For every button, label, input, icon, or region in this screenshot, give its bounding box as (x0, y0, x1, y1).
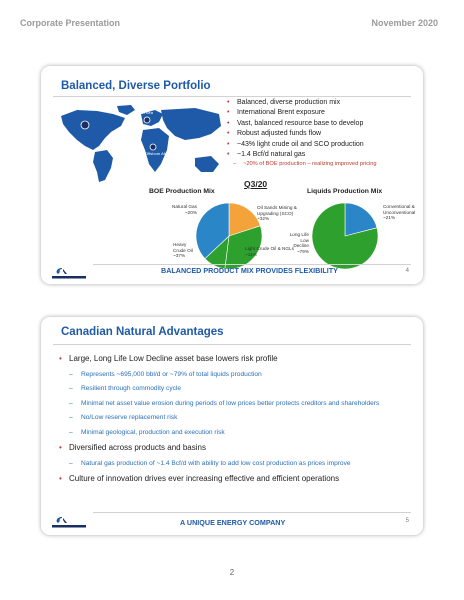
slide-footer-message: A UNIQUE ENERGY COMPANY (180, 518, 286, 527)
bullet-text: ~1.4 Bcf/d natural gas (237, 151, 306, 159)
bullet-text: International Brent exposure (237, 109, 325, 117)
footer-divider (93, 512, 411, 513)
bullet-text: ~43% light crude oil and SCO production (237, 140, 364, 148)
pie-label-oil-sands: Oil Sands Mining & Upgrading (SCO) ~32% (257, 205, 297, 222)
advantages-bullet-list (59, 353, 409, 490)
bullet-item: • Culture of innovation drives ever increasing effective and efficient operations (59, 474, 340, 484)
sub-bullet-text: ~20% of BOE production – realizing improved pricing (243, 161, 377, 168)
bullet-item: • ~43% light crude oil and SCO production (227, 140, 364, 148)
sub-bullet-item: – No/Low reserve replacement risk (69, 414, 178, 422)
sub-bullet-item: – Resilient through commodity cycle (69, 385, 182, 393)
portfolio-bullet-list (227, 98, 417, 169)
pie-label-heavy-crude: Heavy Crude Oil ~37% (173, 242, 193, 259)
sub-bullet-item: – Minimal geological, production and execution risk (69, 428, 225, 436)
map-asia (161, 108, 221, 140)
map-africa (141, 128, 169, 172)
slide-title: Canadian Natural Advantages (61, 326, 224, 338)
bullet-item: • Diversified across products and basins (59, 443, 206, 453)
bullet-text: Large, Long Life Low Decline asset base lowers risk profile (69, 354, 278, 363)
sub-bullet-item: – ~20% of BOE production – realizing improved pricing (233, 161, 377, 168)
slide-page-number: 5 (405, 518, 409, 524)
bullet-item: • Vast, balanced resource base to develop (227, 119, 364, 127)
liquids-chart-title: Liquids Production Mix (307, 188, 383, 195)
slide-title: Balanced, Diverse Portfolio (61, 80, 211, 92)
period-label: Q3/20 (244, 179, 268, 189)
pie-label-long-life: Long Life Low Decline ~79% (289, 232, 309, 254)
bullet-text: Diversified across products and basins (69, 443, 206, 453)
sub-bullet-text: Resilient through commodity cycle (81, 385, 182, 393)
document-page-number: 2 (229, 568, 235, 577)
boe-production-pie (193, 200, 265, 272)
bullet-item: • Balanced, diverse production mix (227, 99, 341, 106)
map-label-offshore-africa: Offshore Africa (145, 151, 172, 156)
boe-chart-title: BOE Production Mix (149, 188, 215, 195)
sub-bullet-item: – Natural gas production of ~1.4 Bcf/d with ability to add low cost production as prices improve (69, 460, 351, 468)
sub-bullet-text: Represents ~695,000 bbl/d or ~79% of total liquids production (81, 371, 262, 378)
bullet-text: Vast, balanced resource base to develop (237, 119, 364, 127)
map-north-america (61, 110, 125, 150)
marker-offshore-africa (150, 144, 156, 150)
slide-balanced-portfolio (41, 66, 423, 284)
world-map (55, 102, 225, 186)
sub-bullet-text: Natural gas production of ~1.4 Bcf/d with ability to add low cost production as prices improve (81, 460, 351, 468)
slide-footer-message: BALANCED PRODUCT MIX PROVIDES FLEXIBILITY (161, 266, 338, 275)
bullet-item: • International Brent exposure (227, 109, 325, 117)
bullet-item: • Large, Long Life Low Decline asset base lowers risk profile (59, 354, 278, 363)
bullet-text: Balanced, diverse production mix (237, 99, 341, 106)
pie-label-natural-gas: Natural Gas ~20% (171, 204, 197, 215)
sub-bullet-text: Minimal geological, production and execution risk (81, 428, 225, 436)
title-divider (53, 96, 411, 97)
marker-north-sea (144, 117, 150, 123)
canadian-natural-logo (51, 515, 87, 529)
canadian-natural-logo (51, 266, 87, 280)
title-divider (53, 344, 411, 345)
bullet-text: Culture of innovation drives ever increasing effective and efficient operations (69, 474, 340, 484)
bullet-text: Robust adjusted funds flow (237, 130, 322, 138)
slide-page-number: 4 (405, 268, 409, 274)
bullet-item: • Robust adjusted funds flow (227, 130, 322, 138)
sub-bullet-item: – Minimal net asset value erosion during periods of low prices better protects creditors and shareholders (69, 399, 380, 407)
document-header-date: November 2020 (371, 18, 438, 28)
footer-divider (93, 264, 411, 265)
liquids-production-pie (309, 200, 381, 272)
pie-label-light-crude: Light Crude Oil & NGLs ~11% (245, 246, 294, 257)
map-label-north-sea: North Sea (135, 110, 154, 115)
map-greenland (117, 105, 135, 115)
sub-bullet-item: – Represents ~695,000 bbl/d or ~79% of total liquids production (69, 371, 262, 378)
document-header-left: Corporate Presentation (20, 18, 121, 28)
sub-bullet-text: No/Low reserve replacement risk (81, 414, 178, 422)
marker-canada (81, 121, 89, 129)
sub-bullet-text: Minimal net asset value erosion during periods of low prices better protects creditors and shareholders (81, 399, 380, 407)
slide-canadian-natural-advantages (41, 317, 423, 535)
map-south-america (93, 150, 113, 182)
bullet-item: • ~1.4 Bcf/d natural gas (227, 151, 306, 159)
map-australia (195, 156, 219, 172)
pie-label-conventional: Conventional & Unconventional ~21% (383, 204, 416, 221)
